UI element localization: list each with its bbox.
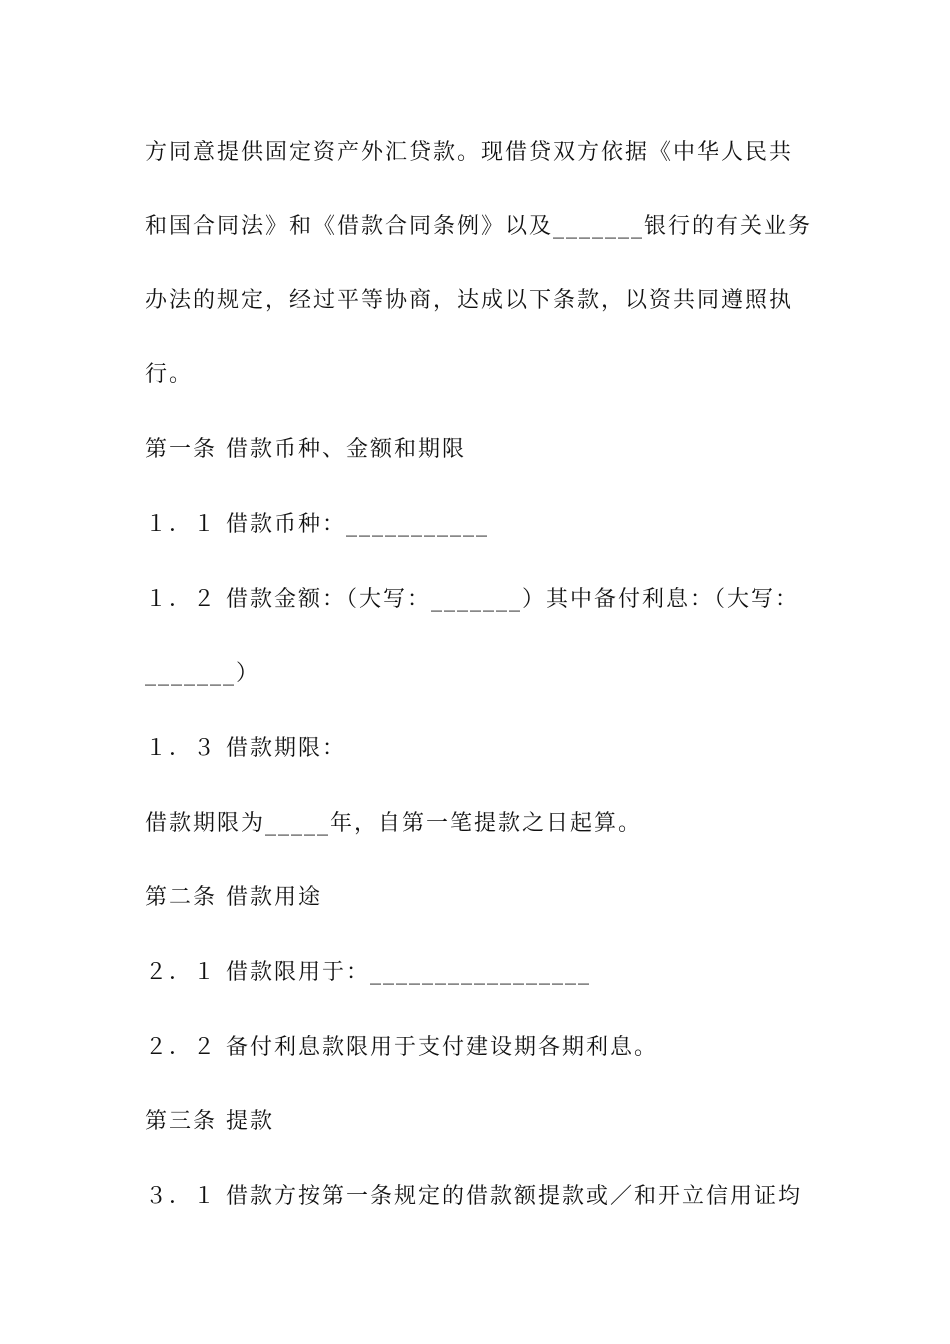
- paragraph-line: 行。: [145, 362, 194, 387]
- clause-item: ３．１ 借款方按第一条规定的借款额提款或／和开立信用证均: [145, 1184, 802, 1209]
- paragraph-line: 方同意提供固定资产外汇贷款。现借贷双方依据《中华人民共: [145, 140, 794, 165]
- clause-item: ２．１ 借款限用于：_________________: [145, 960, 591, 985]
- article-heading: 第三条 提款: [145, 1109, 274, 1134]
- paragraph-line: 办法的规定，经过平等协商，达成以下条款，以资共同遵照执: [145, 288, 794, 313]
- paragraph-line: 和国合同法》和《借款合同条例》以及_______银行的有关业务: [145, 214, 813, 239]
- clause-item: １．２ 借款金额：（大写：_______）其中备付利息：（大写：: [145, 587, 799, 612]
- clause-item: ２．２ 备付利息款限用于支付建设期各期利息。: [145, 1035, 658, 1060]
- clause-item-continued: _______）: [145, 661, 261, 686]
- clause-item: １．３ 借款期限：: [145, 736, 346, 761]
- article-heading: 第一条 借款币种、金额和期限: [145, 437, 466, 462]
- paragraph-line: 借款期限为_____年，自第一笔提款之日起算。: [145, 811, 643, 836]
- article-heading: 第二条 借款用途: [145, 885, 322, 910]
- clause-item: １．１ 借款币种：___________: [145, 512, 489, 537]
